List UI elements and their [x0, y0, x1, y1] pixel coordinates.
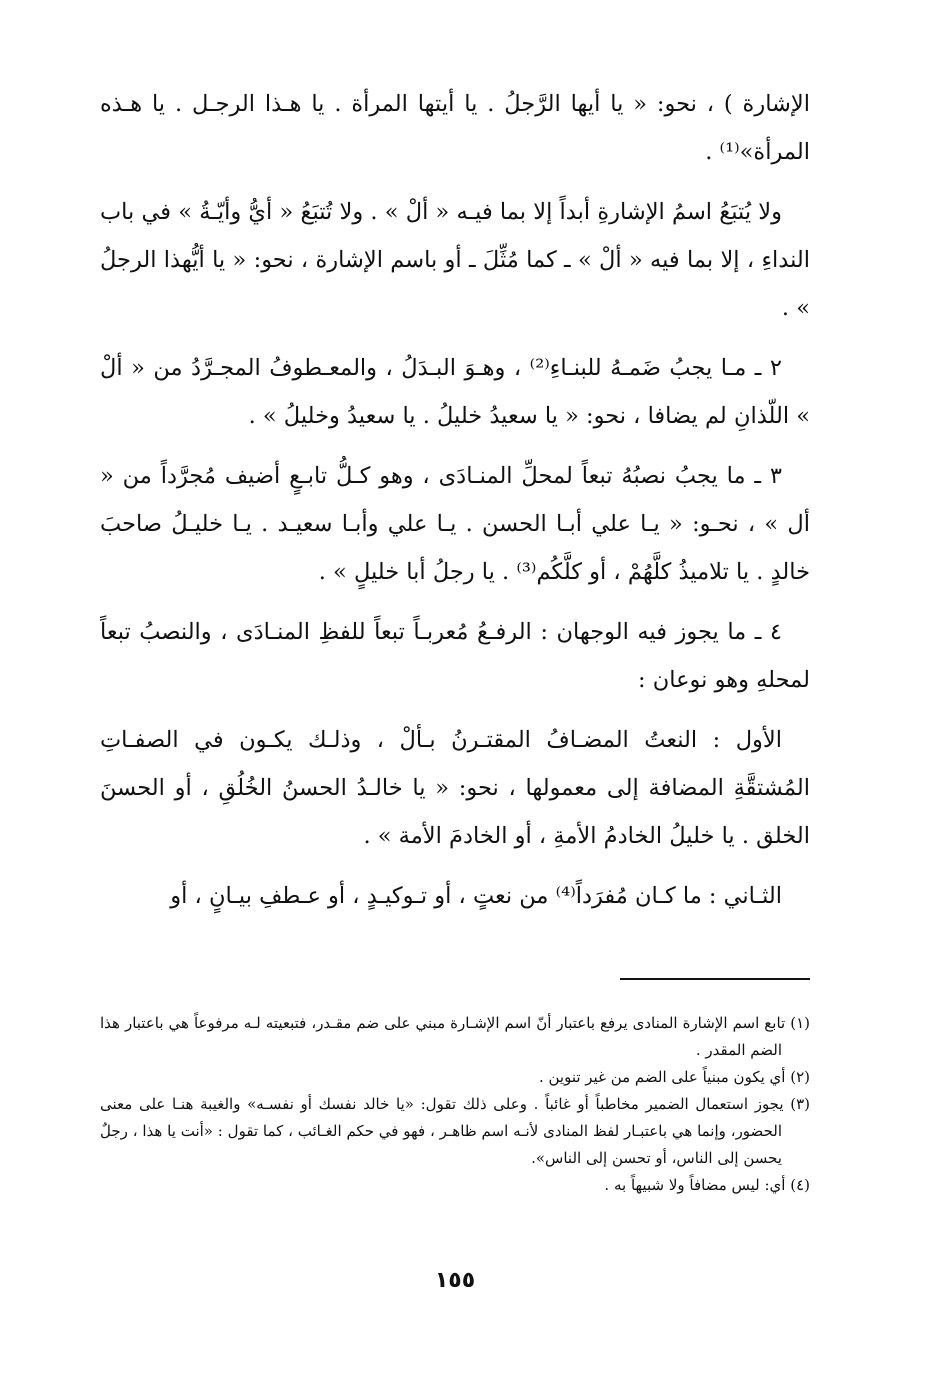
paragraph-demonstrative-follower: ولا يُتبَعُ اسمُ الإشارةِ أبداً إلا بما فيـه « ألْ » . ولا تُتبَعُ « أيُّ وأيّـةُ » في باب النداءِ ، إلا بما فيه « ألْ » ـ كما مُثِّلَ ـ أو باسم الإشارة ، نحو: « يا أيُّهذا الرجلُ » .: [100, 199, 810, 321]
paragraph-rule-4: ٤ ـ ما يجوز فيه الوجهان : الرفـعُ مُعربـاً تبعاً للفظِ المنـادَى ، والنصبُ تبعاً لمحلهِ وهو نوعان :: [100, 619, 810, 693]
footnote-1: (١) تابع اسم الإشارة المنادى يرفع باعتبار أنّ اسم الإشـارة مبني على ضم مقـدر، فتبعيته لـه مرفوعاً هي باعتبار هذا الضم المقدر .: [100, 1014, 810, 1059]
book-page: [100, 80, 810, 1380]
page-number: ١٥٥: [434, 1268, 476, 1293]
footnote-2: (٢) أي يكون مبنياً على الضم من غير تنوين .: [538, 1068, 810, 1086]
footnotes: [100, 1010, 810, 1199]
paragraph-rule-3: ٣ ـ ما يجبُ نصبُهُ تبعاً لمحلِّ المنـادَى ، وهو كـلُّ تابـعٍ أضيف مُجرَّداً من « أل » ، نحـو: « يـا علي أبـا الحسن . يـا علي وأبـا سعيـد . يـا خليـلُ صاحبَ خالدٍ . يا تلاميذُ كلَّهُمْ ، أو كلَّكُم⁽³⁾ . يا رجلُ أبا خليلٍ » .: [100, 463, 810, 585]
paragraph-second-type: الثـاني : ما كـان مُفرَداً⁽⁴⁾ من نعتٍ ، أو تـوكيـدٍ ، أو عـطفِ بيـانٍ ، أو: [170, 883, 782, 909]
footnote-divider: [620, 978, 810, 980]
footnote-4: (٤) أي: ليس مضافاً ولا شبيهاً به .: [604, 1176, 810, 1194]
main-text: [100, 80, 810, 920]
paragraph-continuation: الإشارة ) ، نحو: « يا أيها الرَّجلُ . يا أيتها المرأة . يا هـذا الرجـل . يا هـذه المرأة»⁽¹⁾ .: [100, 91, 810, 165]
paragraph-first-type: الأول : النعتُ المضـافُ المقتـرنُ بـألْ ، وذلـك يكـون في الصفـاتِ المُشتقَّةِ المضافة إلى معمولها ، نحو: « يا خالـدُ الحسنُ الخُلُقِ ، أو الحسنَ الخلق . يا خليلُ الخادمُ الأمةِ ، أو الخادمَ الأمة » .: [100, 727, 810, 849]
paragraph-rule-2: ٢ ـ مـا يجبُ ضَمـهُ للبنـاءِ⁽²⁾ ، وهـوَ البـدَلُ ، والمعـطوفُ المجـرَّدُ من « ألْ » اللّذانِ لم يضافا ، نحو: « يا سعيدُ خليلُ . يا سعيدُ وخليلُ » .: [100, 355, 810, 429]
footnote-3: (٣) يجوز استعمال الضمير مخاطباً أو غائباً . وعلى ذلك تقول: «يا خالد نفسك أو نفسـه» والغيبة هنـا على معنى الحضور، وإنما هي باعتبـار لفظ المنادى لأنـه اسم ظاهـر ، فهو في حكم الغـائب ، كما تقول : «أنت يا هذا ، رجلٌ يحسن إلى الناس، أو تحسن إلى الناس».: [100, 1095, 810, 1167]
